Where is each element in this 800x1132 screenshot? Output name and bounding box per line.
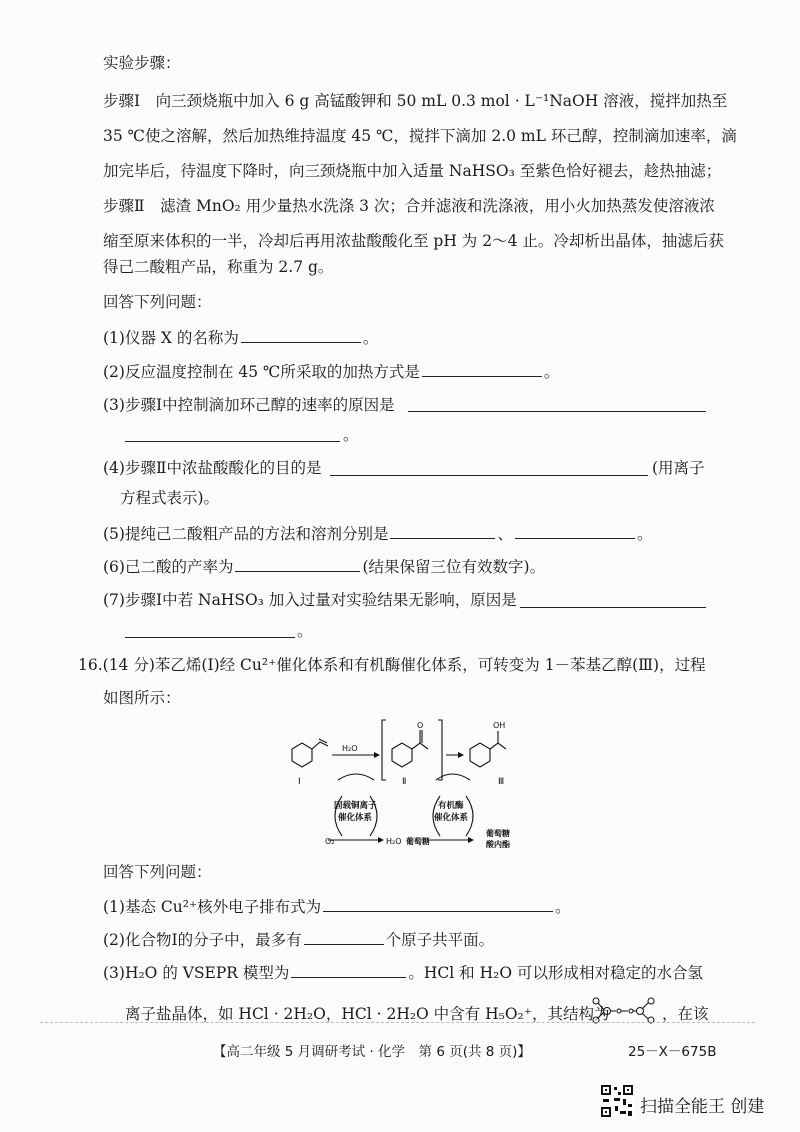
step1-line1: 步骤Ⅰ 向三颈烧瓶中加入 6 g 高锰酸钾和 50 mL 0.3 mol · L⁻¹NaOH 溶液，搅拌加热至 [103,92,728,110]
bracket-left [382,720,386,780]
footer-title: 【高二年级 5 月调研考试 · 化学 第 6 页(共 8 页)】 [213,1044,531,1060]
q15-4-line2: 方程式表示)。 [120,489,220,507]
bracket-right [438,720,442,780]
step2-label: 步骤Ⅱ [103,197,145,215]
catalyst-1-line2: 催化体系 [338,813,373,823]
answer-line[interactable] [520,606,706,608]
q15-7-end: 。 [297,622,313,640]
answer-blank[interactable] [323,896,553,912]
label-compound-III: Ⅲ [498,777,505,787]
reaction-diagram [270,718,525,850]
section-heading: 实验步骤： [103,54,181,72]
step1-line3: 加完毕后，待温度下降时，向三颈烧瓶中加入适量 NaHSO₃ 至紫色恰好褪去，趁热抽滤； [103,162,722,180]
answer-blank[interactable] [515,523,635,539]
answer-line[interactable] [125,636,295,638]
q16-3-line2-end: ，在该 [662,1005,709,1023]
phenylethanol-structure [470,731,506,767]
footer-code: 25－X－675B [628,1044,717,1060]
label-compound-II: Ⅱ [402,777,407,787]
water-product: H₂O [386,837,402,846]
q16-intro-line2: 如图所示： [103,689,181,707]
q15-5: (5)提纯己二酸粗产品的方法和溶剂分别是 、 。 [103,525,653,543]
step1-line2: 35 ℃使之溶解，然后加热维持温度 45 ℃，搅拌下滴加 2.0 mL 环己醇，控制滴加速率，滴 [103,127,737,145]
catalyst-2-line1: 有机酶 [438,801,464,811]
q15-3: (3)步骤Ⅰ中控制滴加环己醇的速率的原因是 [103,396,395,414]
answer-line[interactable] [408,410,706,412]
glucose-label: 葡萄糖 [406,837,430,846]
styrene-structure [292,739,328,767]
answer-blank[interactable] [304,929,384,945]
q16-answer-prompt: 回答下列问题： [103,863,212,881]
footer-divider [40,1022,755,1023]
qr-code-icon [600,1084,634,1118]
q15-4: (4)步骤Ⅱ中浓盐酸酸化的目的是 [103,459,322,477]
answer-blank[interactable] [390,523,495,539]
q16-3-line2: 离子盐晶体，如 HCl · 2H₂O，HCl · 2H₂O 中含有 H₅O₂⁺，其结构为 [125,1005,610,1023]
step2-line3: 得己二酸粗产品，称重为 2.7 g。 [103,258,334,276]
q15-3-end: 。 [343,426,359,444]
answer-blank[interactable] [241,327,361,343]
catalyst-2-line2: 催化体系 [434,813,469,823]
scanner-watermark: 扫描全能王 创建 [640,1097,765,1117]
answer-line[interactable] [125,440,340,442]
hydroxy-label: OH [493,721,506,730]
answer-blank[interactable] [291,962,406,978]
water-reagent: H₂O [342,744,358,753]
q16-1: (1)基态 Cu²⁺核外电子排布式为 。 [103,898,571,916]
q15-1: (1)仪器 X 的名称为 。 [103,329,379,347]
answer-prompt: 回答下列问题： [103,293,212,311]
lactone-line2: 酸内酯 [486,840,510,849]
q15-6: (6)己二酸的产率为 (结果保留三位有效数字)。 [103,558,546,576]
oxygen-reagent: O₂ [325,837,335,846]
acetophenone-structure [392,730,428,767]
q15-2: (2)反应温度控制在 45 ℃所采取的加热方式是 。 [103,363,560,381]
step2-line2: 缩至原来体积的一半，冷却后再用浓盐酸酸化至 pH 为 2～4 止。冷却析出晶体，抽滤后获 [103,232,724,250]
q16-2: (2)化合物Ⅰ的分子中，最多有 个原子共平面。 [103,931,495,949]
label-compound-I: Ⅰ [298,777,301,787]
q15-4-tail: (用离子 [652,459,705,477]
step1-label: 步骤Ⅰ [103,92,141,110]
q16-3: (3)H₂O 的 VSEPR 模型为 。HCl 和 H₂O 可以形成相对稳定的水合氢 [103,964,703,982]
step2-line1: 步骤Ⅱ 滤渣 MnO₂ 用少量热水洗涤 3 次；合并滤液和洗涤液，用小火加热蒸发使溶液浓 [103,197,715,215]
oxo-label: O [417,721,424,730]
lactone-line1: 葡萄糖 [486,829,510,838]
answer-blank[interactable] [422,361,542,377]
answer-line[interactable] [330,474,648,476]
q15-7: (7)步骤Ⅰ中若 NaHSO₃ 加入过量对实验结果无影响，原因是 [103,591,517,609]
q16-intro-line1: 16.(14 分)苯乙烯(Ⅰ)经 Cu²⁺催化体系和有机酶催化体系，可转变为 1－苯基乙醇(Ⅲ)，过程 [78,656,706,674]
answer-blank[interactable] [235,556,360,572]
catalyst-1-line1: 固载铜离子 [334,801,377,811]
